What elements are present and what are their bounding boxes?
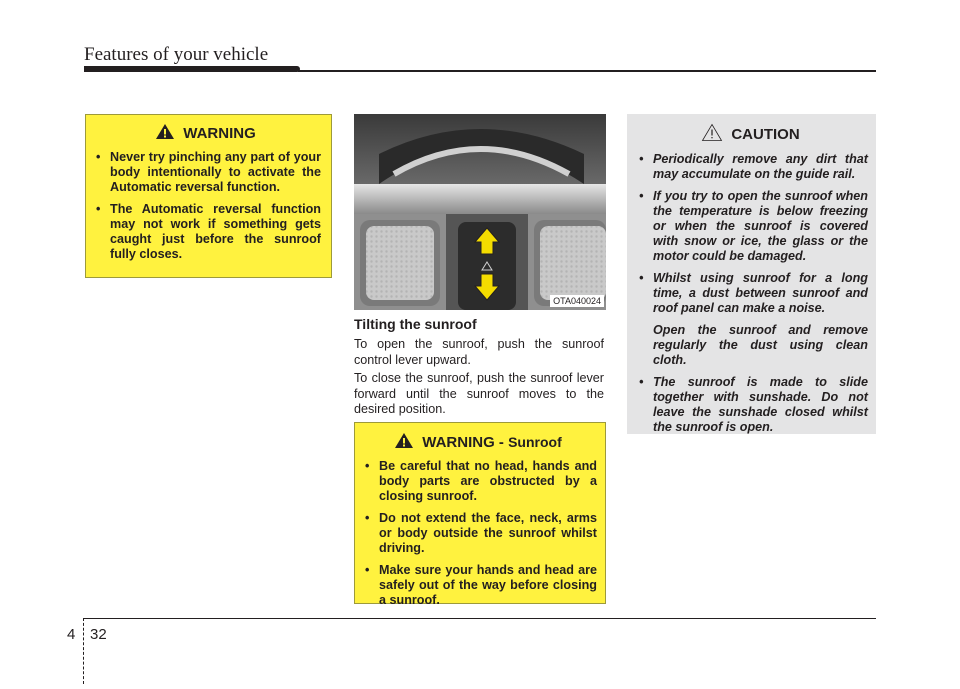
photo-caption: OTA040024 (550, 295, 604, 307)
list-item: • If you try to open the sunroof when the temperature is below freezing or when the sunroof is covered with snow or ice, the glass or the motor could be damaged. (639, 189, 868, 263)
page-header-title: Features of your vehicle (84, 44, 269, 65)
footer-divider (83, 618, 84, 684)
caution-triangle-icon (701, 123, 723, 146)
caution-box (627, 114, 876, 434)
warning-box-sunroof (354, 422, 606, 607)
warning-title: WARNING (183, 125, 256, 142)
list-item: • The Automatic reversal function may not work if something gets caught just before the sunroof fully closes. (96, 202, 321, 261)
caution-sub-paragraph: Open the sunroof and remove regularly the dust using clean cloth. (653, 323, 868, 367)
caution-title-row (633, 123, 868, 146)
warning-list (359, 459, 597, 608)
list-item: • Do not extend the face, neck, arms or body outside the sunroof whilst driving. (365, 511, 597, 555)
footer-rule (84, 618, 876, 619)
body-paragraph: To close the sunroof, push the sunroof lever forward until the sunroof moves to the desired position. (354, 371, 604, 416)
caution-list (633, 152, 868, 316)
warning-box-left (85, 114, 332, 278)
list-item: • Whilst using sunroof for a long time, a dust between sunroof and roof panel can make a noise. (639, 271, 868, 315)
list-item: • Make sure your hands and head are safely out of the way before closing a sunroof. (365, 563, 597, 607)
caution-list (633, 375, 868, 435)
warning-title-row (359, 432, 597, 453)
warning-list (90, 150, 321, 262)
section-number: 4 (67, 626, 76, 643)
caution-title: CAUTION (731, 126, 800, 143)
list-item: • Periodically remove any dirt that may accumulate on the guide rail. (639, 152, 868, 181)
section-heading: Tilting the sunroof (354, 316, 477, 332)
list-item: • The sunroof is made to slide together with sunshade. Do not leave the sunshade closed whilst the sunroof is open. (639, 375, 868, 434)
list-item: • Never try pinching any part of your body intentionally to activate the Automatic reversal function. (96, 150, 321, 194)
sunroof-control-photo (354, 114, 606, 310)
warning-triangle-icon (155, 123, 175, 144)
warning-title-suffix: Sunroof (508, 434, 562, 450)
page-number: 32 (90, 626, 107, 643)
header-rule (298, 70, 876, 72)
warning-title: WARNING - (422, 434, 504, 451)
sunroof-illustration (354, 114, 606, 310)
header-bar (84, 66, 300, 72)
body-paragraph: To open the sunroof, push the sunroof control lever upward. (354, 337, 604, 367)
warning-title-row (90, 123, 321, 144)
list-item: • Be careful that no head, hands and body parts are obstructed by a closing sunroof. (365, 459, 597, 503)
warning-triangle-icon (394, 432, 414, 453)
